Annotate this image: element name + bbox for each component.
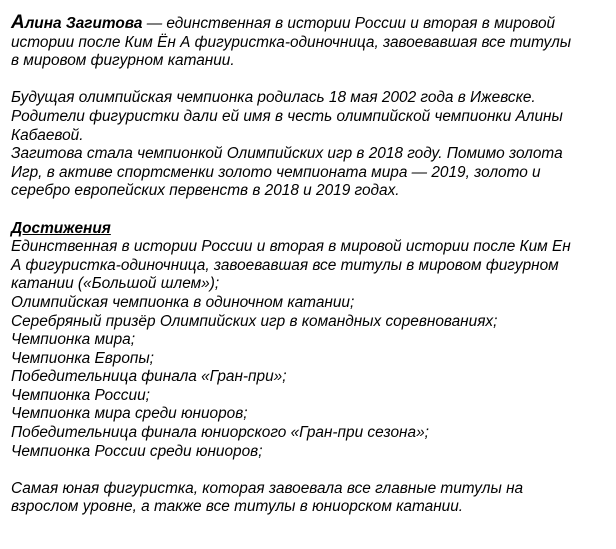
conclusion-line: Самая юная фигуристка, которая завоевала все главные титулы на bbox=[11, 479, 524, 497]
intro-line-1 bbox=[11, 14, 607, 34]
intro-line-1-text: — единственная в истории России и вторая в мировой bbox=[142, 15, 556, 32]
achievement-line: Победительница финала «Гран-при»; bbox=[11, 368, 287, 386]
achievement-line: Чемпионка мира среди юниоров; bbox=[11, 405, 248, 423]
bio-line: Загитова стала чемпионкой Олимпийских игр в 2018 году. Помимо золота bbox=[11, 145, 563, 163]
achievement-line: Чемпионка России среди юниоров; bbox=[11, 442, 263, 460]
achievement-line: Олимпийская чемпионка в одиночном катании; bbox=[11, 293, 355, 311]
bio-line: Игр, в активе спортсменки золото чемпионата мира — 2019, золото и bbox=[11, 163, 541, 181]
achievement-line: Серебряный призёр Олимпийских игр в командных соревнованиях; bbox=[11, 312, 498, 330]
name-initial-letter: А bbox=[11, 12, 25, 33]
achievement-line: Чемпионка мира; bbox=[11, 331, 135, 349]
athlete-name: лина Загитова bbox=[24, 15, 143, 32]
achievement-line: катании («Большой шлем»); bbox=[11, 275, 220, 293]
intro-line-3: в мировом фигурном катании. bbox=[11, 52, 235, 70]
intro-line-2: истории после Ким Ён А фигуристка-одиночница, завоевавшая все титулы bbox=[11, 33, 572, 51]
conclusion-paragraph bbox=[11, 480, 607, 517]
paragraph-spacer bbox=[11, 201, 607, 220]
article-text bbox=[11, 14, 607, 517]
achievements-heading: Достижения bbox=[11, 219, 111, 237]
achievement-line: А фигуристка-одиночница, завоевавшая все титулы в мировом фигурном bbox=[11, 256, 559, 274]
intro-paragraph bbox=[11, 14, 607, 71]
achievement-line: Победительница финала юниорского «Гран-при сезона»; bbox=[11, 424, 429, 442]
paragraph-spacer bbox=[11, 71, 607, 90]
bio-paragraph bbox=[11, 89, 607, 201]
bio-line: Будущая олимпийская чемпионка родилась 18 мая 2002 года в Ижевске. bbox=[11, 89, 536, 107]
bio-line: Кабаевой. bbox=[11, 126, 84, 144]
paragraph-spacer bbox=[11, 461, 607, 480]
achievement-line: Чемпионка России; bbox=[11, 386, 150, 404]
conclusion-line: взрослом уровне, а также все титулы в юниорском катании. bbox=[11, 498, 464, 516]
bio-line: серебро европейских первенств в 2018 и 2019 годах. bbox=[11, 182, 400, 200]
achievements-section bbox=[11, 220, 607, 462]
achievement-line: Чемпионка Европы; bbox=[11, 349, 154, 367]
bio-line: Родители фигуристки дали ей имя в честь олимпийской чемпионки Алины bbox=[11, 107, 563, 125]
achievement-line: Единственная в истории России и вторая в мировой истории после Ким Ен bbox=[11, 238, 571, 256]
